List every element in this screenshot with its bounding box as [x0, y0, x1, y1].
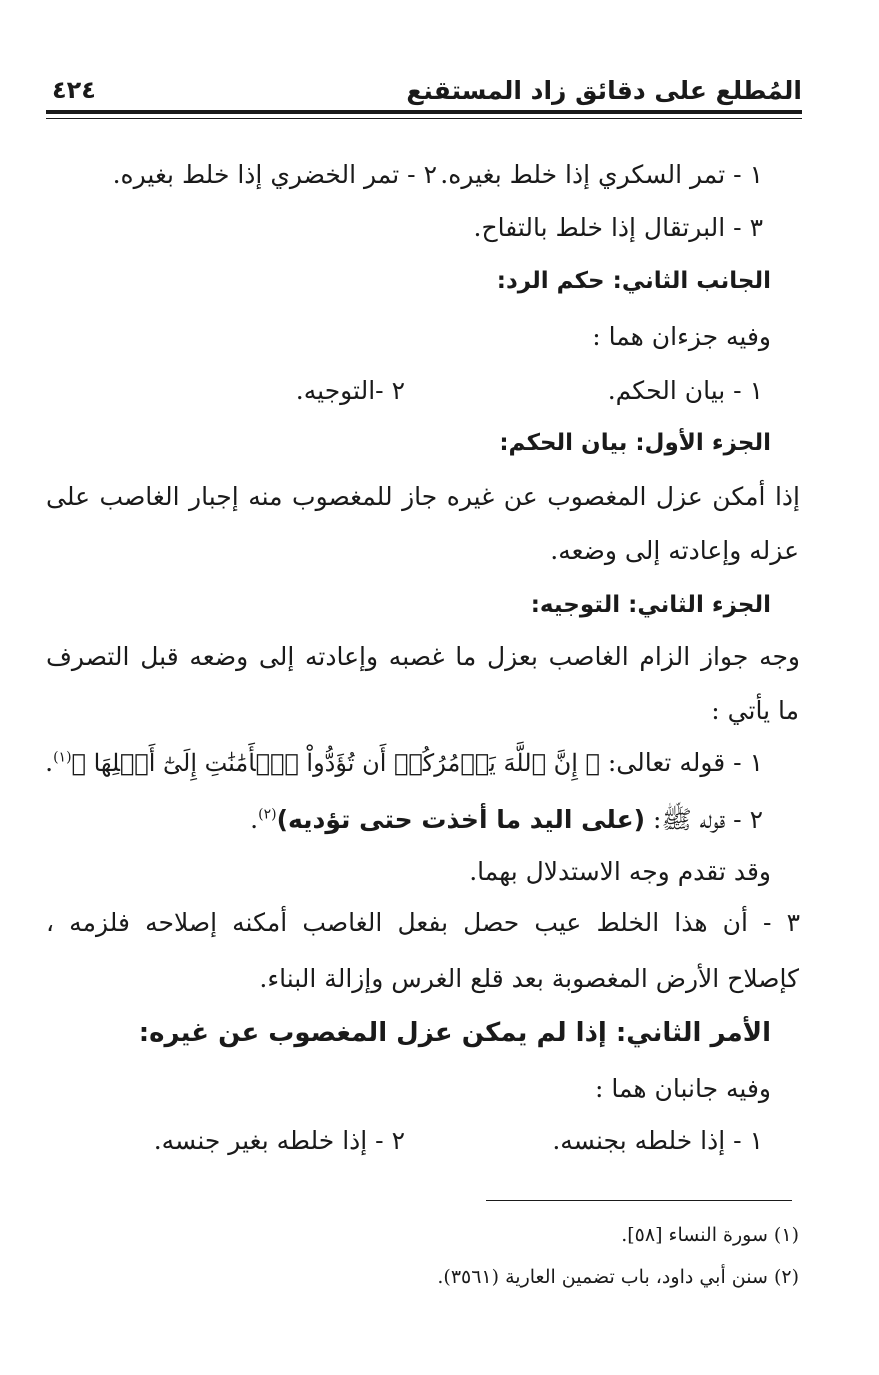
list3-item2: ٢ - إذا خلطه بغير جنسه.: [153, 1126, 405, 1155]
quran-verse: ﴿ إِنَّ ٱللَّهَ يَأۡمُرُكُمۡ أَن تُؤَدُّواْ ٱلۡأَمَٰنَٰتِ إِلَىٰٓ أَهۡلِهَا ﴾: [71, 749, 600, 777]
heading-part2: الجزء الثاني: التوجيه:: [530, 592, 771, 618]
footnote-ref-2: (٢): [258, 806, 277, 823]
paragraph-ruling-line2: عزله وإعادته إلى وضعه.: [550, 536, 799, 565]
intro-sides: وفيه جانبان هما :: [594, 1074, 771, 1103]
previous-note: وقد تقدم وجه الاستدلال بهما.: [469, 857, 771, 886]
evidence2: ٢ - قوله ﷺ: (على اليد ما أخذت حتى تؤديه)$^{(٢)}$.: [250, 805, 763, 834]
list1-item3: ٣ - البرتقال إذا خلط بالتفاح.: [473, 213, 763, 242]
evidence3-line1: ٣ - أن هذا الخلط عيب حصل بفعل الغاصب أمكنه إصلاحه فلزمه ،: [46, 908, 800, 937]
footnote-separator: [486, 1200, 792, 1201]
intro-parts: وفيه جزءان هما :: [592, 322, 771, 351]
list1-item1: ١ - تمر السكري إذا خلط بغيره.: [440, 160, 763, 189]
heading-matter2: الأمر الثاني: إذا لم يمكن عزل المغصوب عن غيره:: [138, 1018, 771, 1048]
footnote-2: (٢) سنن أبي داود، باب تضمين العارية (٣٥٦١).: [437, 1266, 799, 1288]
paragraph-reason-line2: ما يأتي :: [711, 696, 799, 725]
evidence1-prefix: ١ - قوله تعالى:: [599, 748, 763, 777]
page-number: ٤٢٤: [52, 76, 96, 104]
header-rule-thick: [46, 110, 802, 114]
footnote-1: (١) سورة النساء [٥٨].: [621, 1224, 799, 1246]
evidence2-prefix: ٢ - قوله ﷺ:: [645, 805, 763, 834]
evidence3-line2: كإصلاح الأرض المغصوبة بعد قلع الغرس وإزالة البناء.: [259, 964, 799, 993]
heading-side2: الجانب الثاني: حكم الرد:: [496, 268, 771, 294]
footnote-ref-1: (١): [53, 749, 72, 766]
list2-item2: ٢ -التوجيه.: [295, 376, 405, 405]
header-rule-thin: [46, 118, 802, 119]
heading-part1: الجزء الأول: بيان الحكم:: [499, 430, 771, 456]
list3-item1: ١ - إذا خلطه بجنسه.: [552, 1126, 763, 1155]
page-header: [46, 62, 802, 114]
paragraph-reason-line1: وجه جواز الزام الغاصب بعزل ما غصبه وإعادته إلى وضعه قبل التصرف: [46, 642, 800, 671]
paragraph-ruling-line1: إذا أمكن عزل المغصوب عن غيره جاز للمغصوب منه إجبار الغاصب على: [46, 482, 800, 511]
hadith-text: (على اليد ما أخذت حتى تؤديه): [276, 805, 646, 834]
running-title: المُطلع على دقائق زاد المستقنع: [406, 76, 802, 105]
list2-item1: ١ - بيان الحكم.: [607, 376, 763, 405]
evidence1: ١ - قوله تعالى: ﴿ إِنَّ ٱللَّهَ يَأۡمُرُكُمۡ أَن تُؤَدُّواْ ٱلۡأَمَٰنَٰتِ إِلَىٰٓ أَهۡلِهَا ﴾$^{(١)}$.: [45, 748, 763, 777]
list1-item2: ٢ - تمر الخضري إذا خلط بغيره.: [112, 160, 437, 189]
